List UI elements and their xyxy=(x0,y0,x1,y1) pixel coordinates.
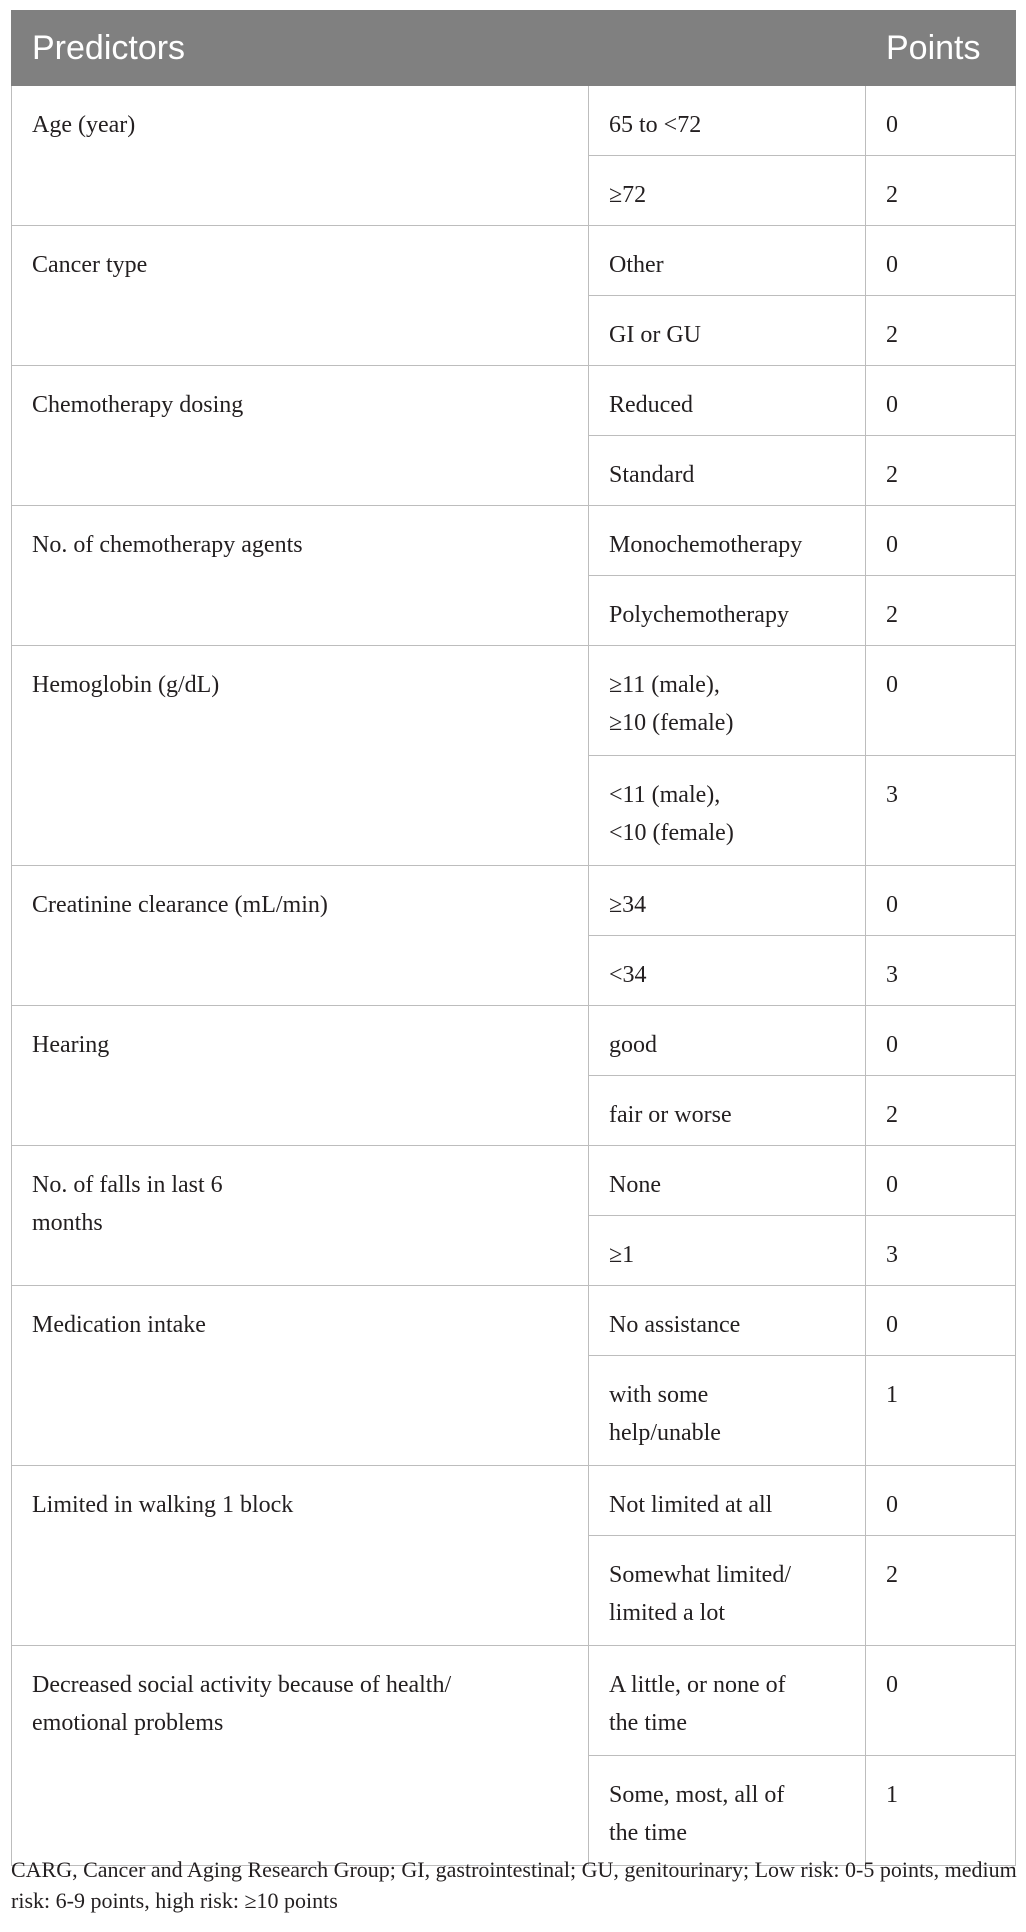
table-row xyxy=(12,226,1016,296)
points-cell: 0 xyxy=(866,226,1016,296)
category-cell: Polychemotherapy xyxy=(589,576,866,646)
header-predictors: Predictors xyxy=(12,11,589,86)
points-cell: 0 xyxy=(866,366,1016,436)
predictor-cell: No. of chemotherapy agents xyxy=(12,506,589,646)
points-cell: 0 xyxy=(866,1146,1016,1216)
category-cell: No assistance xyxy=(589,1286,866,1356)
points-cell: 2 xyxy=(866,296,1016,366)
carg-score-table-container xyxy=(11,10,1015,1866)
category-cell: with some help/unable xyxy=(589,1356,866,1466)
predictor-cell: Age (year) xyxy=(12,86,589,226)
points-cell: 0 xyxy=(866,1466,1016,1536)
table-row xyxy=(12,646,1016,756)
points-cell: 1 xyxy=(866,1356,1016,1466)
category-cell: <11 (male), <10 (female) xyxy=(589,756,866,866)
table-row xyxy=(12,866,1016,936)
category-cell: fair or worse xyxy=(589,1076,866,1146)
points-cell: 0 xyxy=(866,1286,1016,1356)
predictor-cell: Creatinine clearance (mL/min) xyxy=(12,866,589,1006)
table-row xyxy=(12,1146,1016,1216)
table-row xyxy=(12,1286,1016,1356)
predictor-cell: Hearing xyxy=(12,1006,589,1146)
category-cell: Other xyxy=(589,226,866,296)
category-cell: Some, most, all of the time xyxy=(589,1756,866,1866)
table-header xyxy=(12,11,1016,86)
category-cell: ≥34 xyxy=(589,866,866,936)
table-row xyxy=(12,1466,1016,1536)
category-cell: Somewhat limited/ limited a lot xyxy=(589,1536,866,1646)
points-cell: 2 xyxy=(866,156,1016,226)
table-row xyxy=(12,1006,1016,1076)
points-cell: 0 xyxy=(866,506,1016,576)
category-cell: None xyxy=(589,1146,866,1216)
predictor-cell: No. of falls in last 6 months xyxy=(12,1146,589,1286)
table-row xyxy=(12,86,1016,156)
table-row xyxy=(12,506,1016,576)
points-cell: 0 xyxy=(866,1646,1016,1756)
category-cell: 65 to <72 xyxy=(589,86,866,156)
points-cell: 0 xyxy=(866,86,1016,156)
points-cell: 3 xyxy=(866,756,1016,866)
points-cell: 2 xyxy=(866,576,1016,646)
header-row xyxy=(12,11,1016,86)
table-footnote: CARG, Cancer and Aging Research Group; GI, gastrointestinal; GU, genitourinary; Low risk: 0-5 points, medium risk: 6-9 points, high risk: ≥10 points xyxy=(11,1857,1017,1913)
points-cell: 0 xyxy=(866,1006,1016,1076)
category-cell: ≥72 xyxy=(589,156,866,226)
points-cell: 2 xyxy=(866,1076,1016,1146)
category-cell: ≥1 xyxy=(589,1216,866,1286)
category-cell: Standard xyxy=(589,436,866,506)
category-cell: ≥11 (male), ≥10 (female) xyxy=(589,646,866,756)
category-cell: Not limited at all xyxy=(589,1466,866,1536)
category-cell: good xyxy=(589,1006,866,1076)
predictor-cell: Chemotherapy dosing xyxy=(12,366,589,506)
header-points: Points xyxy=(866,11,1016,86)
category-cell: <34 xyxy=(589,936,866,1006)
category-cell: Reduced xyxy=(589,366,866,436)
category-cell: GI or GU xyxy=(589,296,866,366)
predictor-cell: Hemoglobin (g/dL) xyxy=(12,646,589,866)
category-cell: Monochemotherapy xyxy=(589,506,866,576)
points-cell: 2 xyxy=(866,1536,1016,1646)
table-body xyxy=(12,86,1016,1866)
category-cell: A little, or none of the time xyxy=(589,1646,866,1756)
points-cell: 3 xyxy=(866,936,1016,1006)
header-category xyxy=(589,11,866,86)
table-row xyxy=(12,1646,1016,1756)
carg-score-table xyxy=(11,10,1016,1866)
points-cell: 3 xyxy=(866,1216,1016,1286)
points-cell: 0 xyxy=(866,646,1016,756)
table-row xyxy=(12,366,1016,436)
points-cell: 1 xyxy=(866,1756,1016,1866)
points-cell: 0 xyxy=(866,866,1016,936)
points-cell: 2 xyxy=(866,436,1016,506)
predictor-cell: Cancer type xyxy=(12,226,589,366)
predictor-cell: Decreased social activity because of health/ emotional problems xyxy=(12,1646,589,1866)
predictor-cell: Limited in walking 1 block xyxy=(12,1466,589,1646)
predictor-cell: Medication intake xyxy=(12,1286,589,1466)
